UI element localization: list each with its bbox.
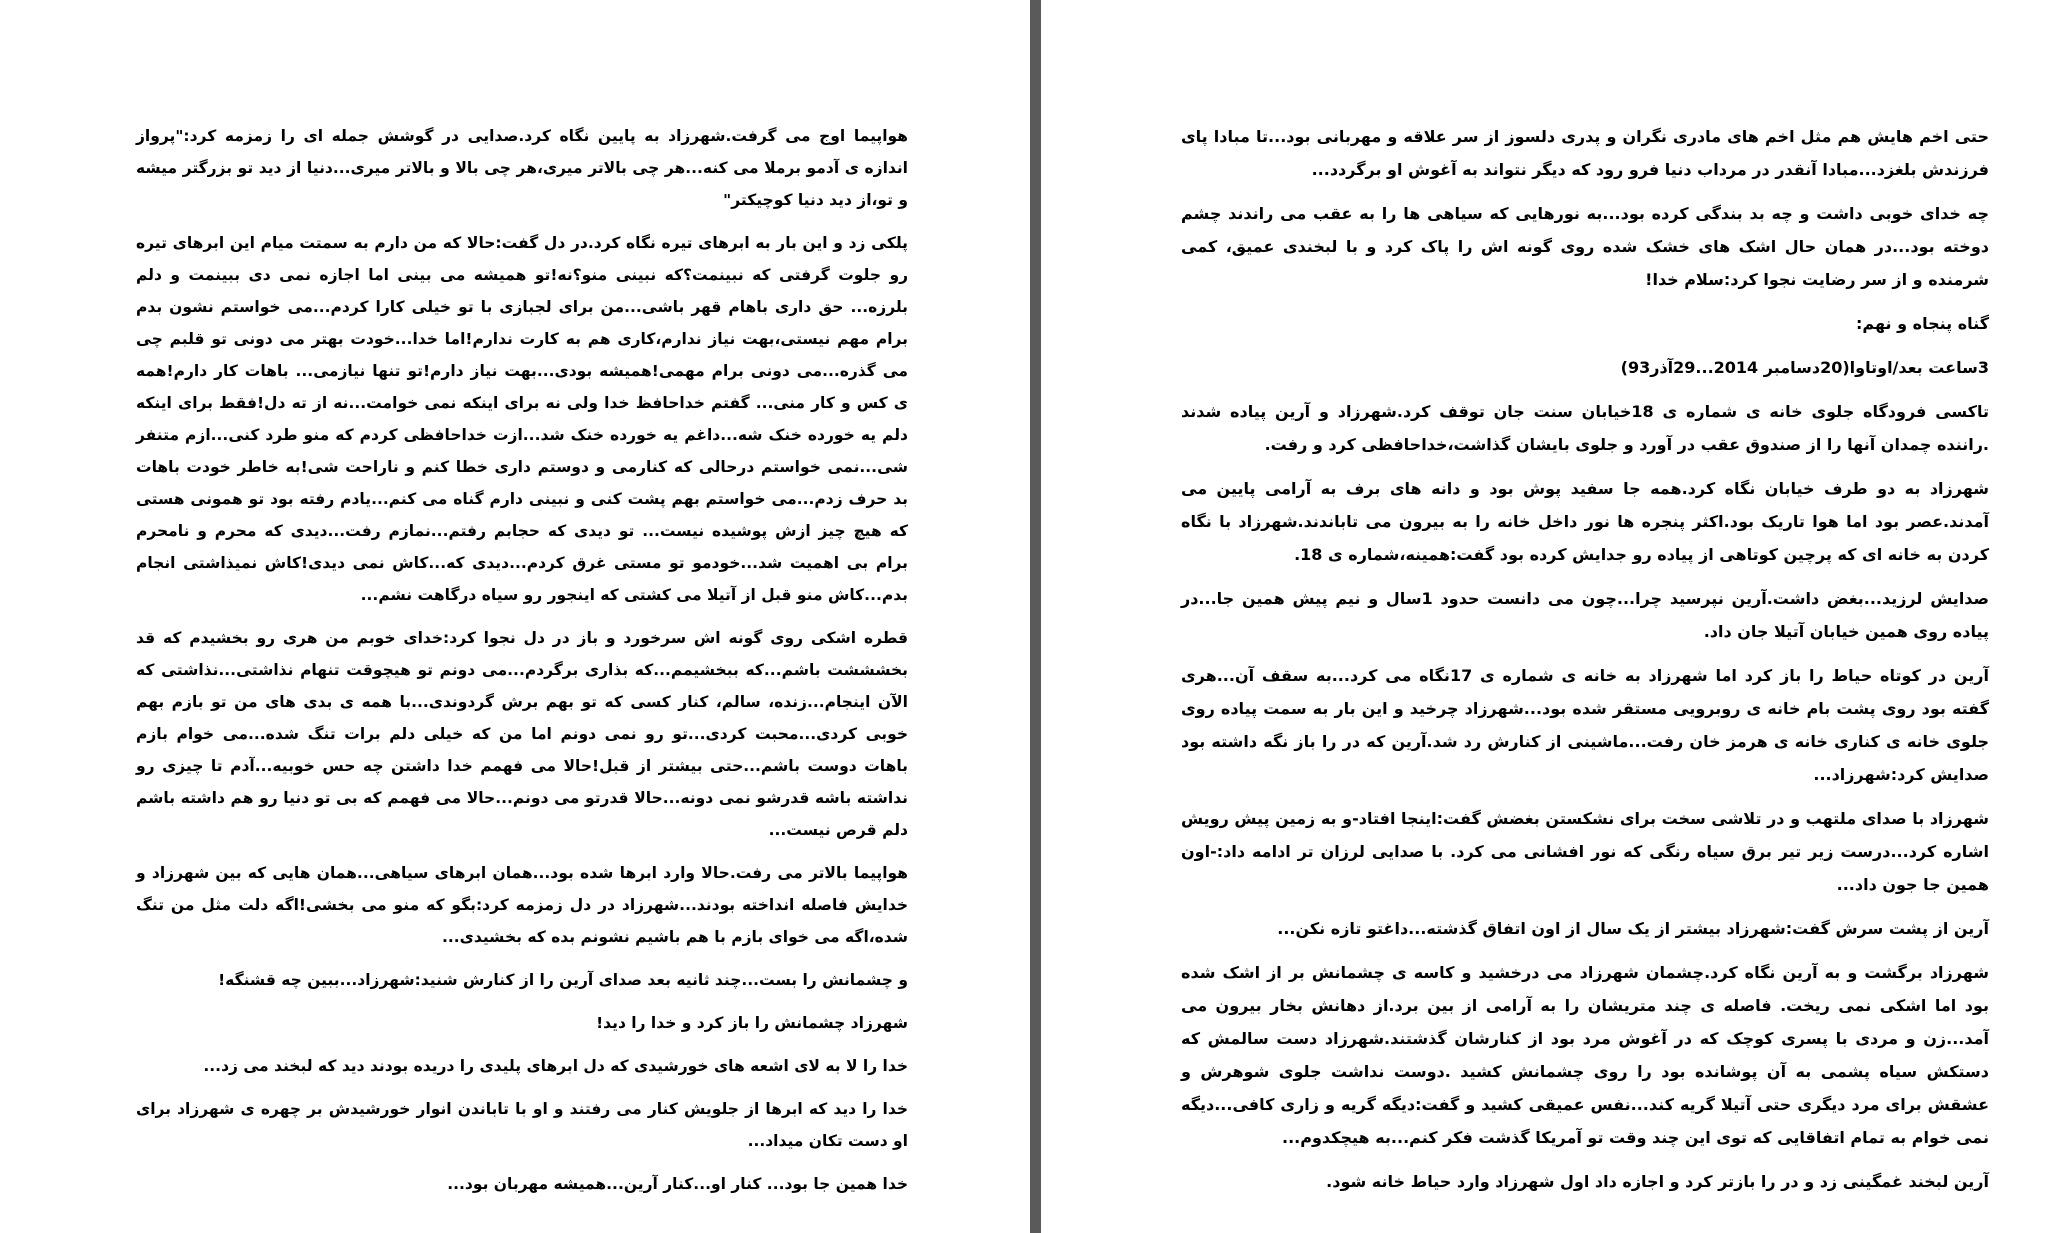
paragraph: آرین در کوتاه حیاط را باز کرد اما شهرزاد به خانه ی شماره ی 17نگاه می کرد...به سقف آن...هری گفته بود روی پشت بام خانه ی روبرویی مستقر شده بود...شهرزاد چرخید و این بار به سمت پیاده روی جلوی خانه ی کناری خانه ی هرمز خان رفت...ماشینی از کنارش رد شد.آرین که در را باز نگه داشته بود صدایش کرد:شهرزاد... — [1181, 666, 1989, 784]
paragraph: شهرزاد برگشت و به آرین نگاه کرد.چشمان شهرزاد می درخشید و کاسه ی چشمانش بر از اشک شده بود اما اشکی نمی ریخت. فاصله ی چند متریشان را به آرامی از بین برد.از دهانش بخار بیرون می آمد...زن و مردی با پسری کوچک که در آغوش مرد بود از کنارشان گذشتند.شهرزاد دست سالمش که دستکش سیاه پشمی به آن پوشانده بود را روی چشمانش کشید .دوست نداشت جلوی شوهرش و عشقش برای مرد دیگری حتی آتیلا گریه کند...نفس عمیقی کشید و گفت:دیگه گریه و زاری کافی...دیگه نمی خوام به تمام اتفاقایی که توی این چند وقت تو آمریکا گذشت فکر کنم...به هیچکدوم... — [1181, 963, 1989, 1147]
paragraph: هواپیما اوج می گرفت.شهرزاد به پایین نگاه کرد.صدایی در گوشش جمله ای را زمزمه کرد:"پرواز اندازه ی آدمو برملا می کنه...هر چی بالاتر میری،هر چی بالا و بالاتر میری...دنیا از دید تو بزرگتر میشه و تو،از دید دنیا کوچیکتر" — [136, 127, 908, 209]
paragraph: و چشمانش را بست...چند ثانیه بعد صدای آرین را از کنارش شنید:شهرزاد...ببین چه قشنگه! — [218, 971, 908, 989]
paragraph: خدا همین جا بود... کنار او...کنار آرین...همیشه مهربان بود... — [447, 1175, 908, 1193]
paragraph: شهرزاد به دو طرف خیابان نگاه کرد.همه جا سفید پوش بود و دانه های برف به آرامی پایین می آمدند.عصر بود اما هوا تاریک بود.اکثر پنجره ها نور داخل خانه را به بیرون می تاباندند.شهرزاد با نگاه کردن به خانه ای که پرچین کوتاهی از پیاده رو جدایش کرده بود گفت:همینه،شماره ی 18. — [1181, 479, 1989, 564]
paragraph: صدایش لرزید...بغض داشت.آرین نپرسید چرا...چون می دانست حدود 1سال و نیم پیش همین جا...در پیاده روی همین خیابان آتیلا جان داد. — [1181, 589, 1989, 641]
paragraph: شهرزاد با صدای ملتهب و در تلاشی سخت برای نشکستن بغضش گفت:اینجا افتاد-و به زمین پیش رویش اشاره کرد...درست زیر تیر برق سیاه رنگی که نور افشانی می کرد. با صدایی لرزان تر ادامه داد:-اون همین جا جون داد... — [1181, 809, 1989, 894]
paragraph: خدا را لا به لای اشعه های خورشیدی که دل ابرهای پلیدی را دریده بودند دید که لبخند می زد... — [203, 1057, 908, 1075]
paragraph: پلکی زد و این بار به ابرهای تیره نگاه کرد.در دل گفت:حالا که من دارم به سمتت میام این ابرهای تیره رو جلوت گرفتی که نبینمت؟که نبینی منو؟نه!تو همیشه می بینی اما اجازه نمی دی ببینمت و دلم بلرزه... حق داری باهام قهر باشی...من برای لجبازی با تو خیلی کارا کردم...می خواستم نشون بدم برام مهم نیستی،بهت نیاز ندارم،کاری هم به کارت ندارم!اما خدا...خودت بهتر می دونی تو قلبم چی می گذره...می دونی برام مهمی!همیشه بودی...بهت نیاز دارم!تو تنها نیازمی... باهات کار دارم!همه ی کس و کار منی... گفتم خداحافظ خدا ولی نه برای اینکه نمی خوامت...نه از ته دل!فقط برای اینکه دلم یه خورده خنک شه...داغم یه خورده خنک شد...ازت خداحافظی کردم که منو طرد کنی...ازم متنفر شی...نمی خواستم درحالی که کنارمی و دوستم داری خطا کنم و ناراحت شی!به خاطر خودت باهات بد حرف زدم...می خواستم بهم پشت کنی و نبینی دارم گناه می کنم...یادم رفته بود تو همونی هستی که هیچ چیز ازش پوشیده نیست... تو دیدی که حجابم رفتم...نمازم رفت...دیدی که محرم و نامحرم برام بی اهمیت شد...خودمو تو مستی غرق کردم...دیدی که...کاش نمی دیدی!کاش نمیذاشتی انجام بدم...کاش منو قبل از آتیلا می کشتی که اینجور رو سیاه درگاهت نشم... — [136, 234, 908, 604]
paragraph: تاکسی فرودگاه جلوی خانه ی شماره ی 18خیابان سنت جان توقف کرد.شهرزاد و آرین پیاده شدند .راننده چمدان آنها را از صندوق عقب در آورد و جلوی بایشان گذاشت،خداحافظی کرد و رفت. — [1181, 402, 1989, 454]
paragraph: چه خدای خوبی داشت و چه بد بندگی کرده بود...به نورهایی که سیاهی ها را به عقب می راندند چشم دوخته بود...در همان حال اشک های خشک شده روی گونه اش را پاک کرد و با لبخندی عمیق، کمی شرمنده و از سر رضایت نجوا کرد:سلام خدا! — [1181, 204, 1989, 289]
paragraph: حتی اخم هایش هم مثل اخم های مادری نگران و پدری دلسوز از سر علاقه و مهربانی بود...تا مبادا پای فرزندش بلغزد...مبادا آنقدر در مرداب دنیا فرو رود که دیگر نتواند به آغوش او برگردد... — [1181, 127, 1989, 179]
chapter-subheading: 3ساعت بعد/اوتاوا(20دسامبر 2014...29آذر93) — [1620, 358, 1989, 377]
paragraph: آرین از پشت سرش گفت:شهرزاد بیشتر از یک سال از اون اتفاق گذشته...داغتو تازه نکن... — [1277, 919, 1989, 938]
paragraph: خدا را دید که ابرها از جلویش کنار می رفتند و او با تاباندن انوار خورشیدش بر چهره ی شهرزاد برای او دست تکان میداد... — [136, 1100, 908, 1150]
paragraph: قطره اشکی روی گونه اش سرخورد و باز در دل نجوا کرد:خدای خوبم من هری رو بخشیدم که قد بخشششت باشم...که ببخشیمم...که بذاری برگردم...می دونم تو هیچوقت تنهام نذاشتی...نذاشتی که الآن اینجام...زنده، سالم، کنار کسی که تو بهم برش گردوندی...با همه ی بدی های من تو بازم بهم خوبی کردی...محبت کردی...تو رو نمی دونم اما من که خیلی دلم برات تنگ شده...می خوام بازم باهات دوست باشم...حتی بیشتر از قبل!حالا می فهمم خدا داشتن چه حس خوبیه...آدم تا چیزی رو نداشته باشه قدرشو نمی دونه...حالا قدرتو می دونم...حالا می فهمم که بی تو دنیا رو هم داشته باشم دلم قرص نیست... — [136, 629, 908, 839]
paragraph: هواپیما بالاتر می رفت.حالا وارد ابرها شده بود...همان ابرهای سیاهی...همان هایی که بین شهرزاد و خدایش فاصله انداخته بودند...شهرزاد در دل زمزمه کرد:بگو که منو می بخشی!اگه دلت مثل من تنگ شده،اگه می خوای بازم با هم باشیم نشونم بده که بخشیدی... — [136, 864, 908, 946]
paragraph: شهرزاد چشمانش را باز کرد و خدا را دید! — [596, 1014, 908, 1032]
right-page-text — [1181, 120, 1989, 1209]
paragraph: آرین لبخند غمگینی زد و در را بازتر کرد و اجازه داد اول شهرزاد وارد حیاط خانه شود. — [1326, 1172, 1989, 1191]
chapter-heading: گناه پنجاه و نهم: — [1856, 314, 1989, 333]
right-page — [1041, 0, 2059, 1233]
left-page-text — [136, 120, 908, 1211]
page-divider — [1030, 0, 1041, 1233]
